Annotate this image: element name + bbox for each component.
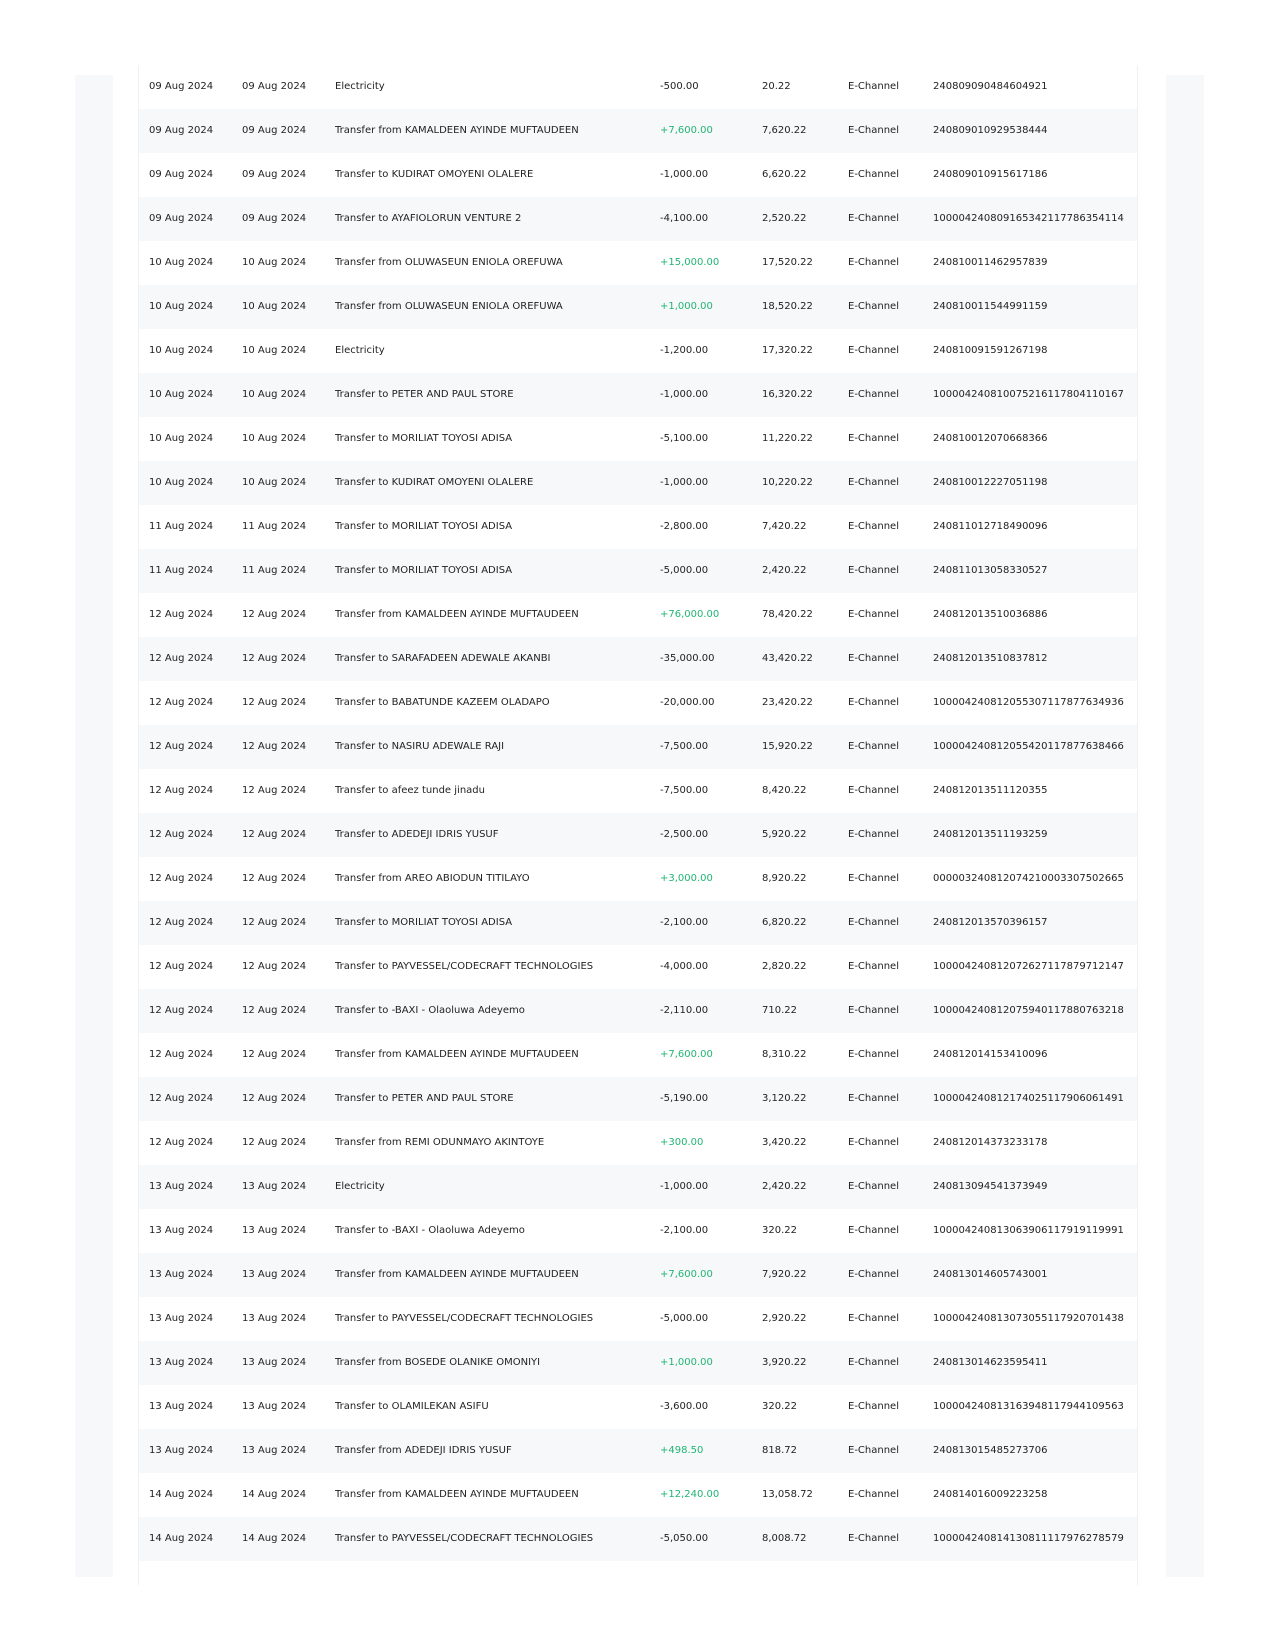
transaction-date: 11 Aug 2024: [149, 521, 214, 532]
transaction-reference: 240809010929538444: [933, 125, 1048, 136]
table-row: [139, 373, 1137, 417]
transaction-date: 13 Aug 2024: [149, 1225, 214, 1236]
transaction-amount: -5,190.00: [660, 1093, 709, 1104]
transaction-reference: 240810011544991159: [933, 301, 1048, 312]
transaction-reference: 100004240812174025117906061491: [933, 1093, 1124, 1104]
transaction-amount: -7,500.00: [660, 741, 709, 752]
transaction-reference: 240809090484604921: [933, 81, 1048, 92]
transaction-reference: 240812014373233178: [933, 1137, 1048, 1148]
table-row: [139, 1341, 1137, 1385]
value-date: 12 Aug 2024: [242, 829, 307, 840]
transaction-date: 12 Aug 2024: [149, 873, 214, 884]
table-row: [139, 109, 1137, 153]
value-date: 09 Aug 2024: [242, 81, 307, 92]
table-row: [139, 1209, 1137, 1253]
table-row: [139, 549, 1137, 593]
running-balance: 2,420.22: [762, 1181, 807, 1192]
running-balance: 11,220.22: [762, 433, 813, 444]
running-balance: 17,520.22: [762, 257, 813, 268]
transaction-description: Transfer to NASIRU ADEWALE RAJI: [335, 741, 505, 752]
transaction-description: Transfer from KAMALDEEN AYINDE MUFTAUDEEN: [335, 609, 579, 620]
transaction-reference: 100004240810075216117804110167: [933, 389, 1124, 400]
transaction-description: Transfer to PAYVESSEL/CODECRAFT TECHNOLOGIES: [335, 1533, 594, 1544]
running-balance: 2,520.22: [762, 213, 807, 224]
running-balance: 320.22: [762, 1225, 797, 1236]
transaction-channel: E-Channel: [848, 301, 899, 312]
transaction-description: Transfer to AYAFIOLORUN VENTURE 2: [335, 213, 522, 224]
transaction-amount: +7,600.00: [660, 1049, 713, 1060]
transaction-reference: 240812013511193259: [933, 829, 1048, 840]
transaction-channel: E-Channel: [848, 477, 899, 488]
transaction-channel: E-Channel: [848, 961, 899, 972]
transaction-reference: 100004240814130811117976278579: [933, 1533, 1124, 1544]
transaction-description: Transfer from KAMALDEEN AYINDE MUFTAUDEEN: [335, 1489, 579, 1500]
transaction-channel: E-Channel: [848, 653, 899, 664]
value-date: 13 Aug 2024: [242, 1313, 307, 1324]
transaction-reference: 240811012718490096: [933, 521, 1048, 532]
transaction-date: 10 Aug 2024: [149, 301, 214, 312]
transaction-date: 10 Aug 2024: [149, 389, 214, 400]
value-date: 13 Aug 2024: [242, 1445, 307, 1456]
transaction-channel: E-Channel: [848, 697, 899, 708]
value-date: 13 Aug 2024: [242, 1269, 307, 1280]
running-balance: 3,420.22: [762, 1137, 807, 1148]
running-balance: 3,920.22: [762, 1357, 807, 1368]
value-date: 12 Aug 2024: [242, 1093, 307, 1104]
transaction-date: 10 Aug 2024: [149, 477, 214, 488]
transaction-description: Transfer to BABATUNDE KAZEEM OLADAPO: [335, 697, 550, 708]
table-row: [139, 725, 1137, 769]
transaction-date: 10 Aug 2024: [149, 345, 214, 356]
transaction-reference: 100004240813163948117944109563: [933, 1401, 1124, 1412]
value-date: 10 Aug 2024: [242, 345, 307, 356]
transaction-date: 09 Aug 2024: [149, 213, 214, 224]
transaction-reference: 100004240812072627117879712147: [933, 961, 1124, 972]
running-balance: 20.22: [762, 81, 791, 92]
running-balance: 7,920.22: [762, 1269, 807, 1280]
transaction-channel: E-Channel: [848, 741, 899, 752]
transaction-channel: E-Channel: [848, 1181, 899, 1192]
value-date: 12 Aug 2024: [242, 785, 307, 796]
transaction-date: 12 Aug 2024: [149, 653, 214, 664]
transaction-reference: 240813014623595411: [933, 1357, 1048, 1368]
running-balance: 6,620.22: [762, 169, 807, 180]
value-date: 12 Aug 2024: [242, 741, 307, 752]
transaction-date: 13 Aug 2024: [149, 1313, 214, 1324]
running-balance: 7,420.22: [762, 521, 807, 532]
transaction-reference: 240812013511120355: [933, 785, 1048, 796]
transaction-amount: -5,050.00: [660, 1533, 709, 1544]
transaction-amount: +1,000.00: [660, 301, 713, 312]
transaction-date: 14 Aug 2024: [149, 1533, 214, 1544]
value-date: 09 Aug 2024: [242, 213, 307, 224]
transaction-channel: E-Channel: [848, 1137, 899, 1148]
transaction-date: 12 Aug 2024: [149, 1137, 214, 1148]
transaction-description: Transfer from ADEDEJI IDRIS YUSUF: [335, 1445, 512, 1456]
transaction-amount: -35,000.00: [660, 653, 715, 664]
transaction-amount: -1,200.00: [660, 345, 709, 356]
transaction-amount: -2,800.00: [660, 521, 709, 532]
running-balance: 16,320.22: [762, 389, 813, 400]
running-balance: 710.22: [762, 1005, 797, 1016]
transaction-reference: 240810091591267198: [933, 345, 1048, 356]
running-balance: 8,310.22: [762, 1049, 807, 1060]
transaction-amount: -500.00: [660, 81, 699, 92]
table-row: [139, 1385, 1137, 1429]
value-date: 10 Aug 2024: [242, 257, 307, 268]
table-row: [139, 769, 1137, 813]
running-balance: 23,420.22: [762, 697, 813, 708]
value-date: 12 Aug 2024: [242, 873, 307, 884]
transaction-channel: E-Channel: [848, 1533, 899, 1544]
transaction-amount: +12,240.00: [660, 1489, 720, 1500]
transaction-description: Transfer to ADEDEJI IDRIS YUSUF: [335, 829, 499, 840]
transaction-amount: -1,000.00: [660, 169, 709, 180]
transaction-description: Transfer to MORILIAT TOYOSI ADISA: [335, 433, 513, 444]
value-date: 09 Aug 2024: [242, 169, 307, 180]
transaction-description: Electricity: [335, 81, 385, 92]
table-row: [139, 285, 1137, 329]
transaction-date: 10 Aug 2024: [149, 257, 214, 268]
table-row: [139, 1517, 1137, 1561]
running-balance: 7,620.22: [762, 125, 807, 136]
transaction-channel: E-Channel: [848, 1005, 899, 1016]
transaction-description: Transfer from OLUWASEUN ENIOLA OREFUWA: [335, 257, 563, 268]
transactions-table: [139, 65, 1137, 1561]
value-date: 10 Aug 2024: [242, 477, 307, 488]
transaction-date: 12 Aug 2024: [149, 1049, 214, 1060]
table-row: [139, 989, 1137, 1033]
transaction-amount: -5,100.00: [660, 433, 709, 444]
transaction-reference: 240810012227051198: [933, 477, 1048, 488]
transaction-description: Transfer to KUDIRAT OMOYENI OLALERE: [335, 169, 534, 180]
transaction-date: 12 Aug 2024: [149, 741, 214, 752]
transaction-reference: 240810012070668366: [933, 433, 1048, 444]
statement-panel: [138, 65, 1138, 1585]
transaction-date: 09 Aug 2024: [149, 125, 214, 136]
page-gutter-left: [75, 75, 113, 1577]
transaction-channel: E-Channel: [848, 345, 899, 356]
value-date: 10 Aug 2024: [242, 433, 307, 444]
running-balance: 78,420.22: [762, 609, 813, 620]
transaction-date: 12 Aug 2024: [149, 609, 214, 620]
transaction-amount: +7,600.00: [660, 1269, 713, 1280]
transaction-channel: E-Channel: [848, 1269, 899, 1280]
transaction-channel: E-Channel: [848, 609, 899, 620]
transaction-date: 12 Aug 2024: [149, 1093, 214, 1104]
transaction-description: Transfer to SARAFADEEN ADEWALE AKANBI: [335, 653, 551, 664]
transaction-amount: -4,100.00: [660, 213, 709, 224]
transaction-date: 14 Aug 2024: [149, 1489, 214, 1500]
transaction-description: Transfer to PETER AND PAUL STORE: [335, 1093, 514, 1104]
transaction-amount: -2,500.00: [660, 829, 709, 840]
table-row: [139, 417, 1137, 461]
transaction-description: Transfer to PAYVESSEL/CODECRAFT TECHNOLOGIES: [335, 961, 594, 972]
running-balance: 5,920.22: [762, 829, 807, 840]
transaction-description: Transfer from KAMALDEEN AYINDE MUFTAUDEEN: [335, 125, 579, 136]
transaction-amount: -1,000.00: [660, 477, 709, 488]
transaction-reference: 240813014605743001: [933, 1269, 1048, 1280]
transaction-date: 12 Aug 2024: [149, 785, 214, 796]
table-row: [139, 329, 1137, 373]
value-date: 13 Aug 2024: [242, 1401, 307, 1412]
transaction-amount: +7,600.00: [660, 125, 713, 136]
transaction-reference: 100004240812055307117877634936: [933, 697, 1124, 708]
running-balance: 18,520.22: [762, 301, 813, 312]
value-date: 13 Aug 2024: [242, 1357, 307, 1368]
transaction-description: Transfer to MORILIAT TOYOSI ADISA: [335, 917, 513, 928]
transaction-description: Transfer from BOSEDE OLANIKE OMONIYI: [335, 1357, 541, 1368]
transaction-date: 13 Aug 2024: [149, 1401, 214, 1412]
table-row: [139, 1121, 1137, 1165]
transaction-reference: 240812013510036886: [933, 609, 1048, 620]
table-row: [139, 857, 1137, 901]
transaction-amount: +3,000.00: [660, 873, 713, 884]
table-row: [139, 1033, 1137, 1077]
transaction-amount: -2,110.00: [660, 1005, 709, 1016]
value-date: 10 Aug 2024: [242, 389, 307, 400]
running-balance: 2,820.22: [762, 961, 807, 972]
transaction-channel: E-Channel: [848, 1401, 899, 1412]
table-row: [139, 241, 1137, 285]
transaction-channel: E-Channel: [848, 81, 899, 92]
transaction-reference: 240812014153410096: [933, 1049, 1048, 1060]
running-balance: 8,420.22: [762, 785, 807, 796]
transaction-channel: E-Channel: [848, 1049, 899, 1060]
transaction-amount: -7,500.00: [660, 785, 709, 796]
value-date: 12 Aug 2024: [242, 697, 307, 708]
transaction-amount: -5,000.00: [660, 1313, 709, 1324]
transaction-reference: 240814016009223258: [933, 1489, 1048, 1500]
value-date: 11 Aug 2024: [242, 565, 307, 576]
transaction-channel: E-Channel: [848, 1357, 899, 1368]
transaction-description: Transfer from REMI ODUNMAYO AKINTOYE: [335, 1137, 545, 1148]
transaction-date: 12 Aug 2024: [149, 1005, 214, 1016]
transaction-amount: +1,000.00: [660, 1357, 713, 1368]
running-balance: 10,220.22: [762, 477, 813, 488]
table-row: [139, 65, 1137, 109]
transaction-description: Transfer from OLUWASEUN ENIOLA OREFUWA: [335, 301, 563, 312]
transaction-description: Transfer to OLAMILEKAN ASIFU: [335, 1401, 489, 1412]
transaction-amount: -1,000.00: [660, 1181, 709, 1192]
transaction-description: Transfer to MORILIAT TOYOSI ADISA: [335, 521, 513, 532]
table-row: [139, 1429, 1137, 1473]
running-balance: 818.72: [762, 1445, 797, 1456]
transaction-reference: 240811013058330527: [933, 565, 1048, 576]
table-row: [139, 945, 1137, 989]
transaction-channel: E-Channel: [848, 433, 899, 444]
table-row: [139, 637, 1137, 681]
transaction-amount: +76,000.00: [660, 609, 720, 620]
page-gutter-right: [1166, 75, 1204, 1577]
running-balance: 3,120.22: [762, 1093, 807, 1104]
transaction-reference: 100004240813073055117920701438: [933, 1313, 1124, 1324]
transaction-amount: -2,100.00: [660, 917, 709, 928]
transaction-channel: E-Channel: [848, 389, 899, 400]
transaction-reference: 240813015485273706: [933, 1445, 1048, 1456]
transaction-reference: 240809010915617186: [933, 169, 1048, 180]
transaction-reference: 100004240809165342117786354114: [933, 213, 1124, 224]
value-date: 10 Aug 2024: [242, 301, 307, 312]
transaction-reference: 240810011462957839: [933, 257, 1048, 268]
transaction-channel: E-Channel: [848, 169, 899, 180]
transaction-amount: -2,100.00: [660, 1225, 709, 1236]
transaction-description: Transfer from KAMALDEEN AYINDE MUFTAUDEEN: [335, 1269, 579, 1280]
transaction-channel: E-Channel: [848, 1093, 899, 1104]
value-date: 14 Aug 2024: [242, 1533, 307, 1544]
transaction-description: Electricity: [335, 345, 385, 356]
transaction-description: Transfer to MORILIAT TOYOSI ADISA: [335, 565, 513, 576]
value-date: 12 Aug 2024: [242, 1005, 307, 1016]
running-balance: 2,920.22: [762, 1313, 807, 1324]
transaction-channel: E-Channel: [848, 257, 899, 268]
table-row: [139, 1473, 1137, 1517]
transaction-description: Transfer from AREO ABIODUN TITILAYO: [335, 873, 530, 884]
running-balance: 320.22: [762, 1401, 797, 1412]
transaction-channel: E-Channel: [848, 521, 899, 532]
value-date: 12 Aug 2024: [242, 609, 307, 620]
value-date: 12 Aug 2024: [242, 961, 307, 972]
transaction-date: 11 Aug 2024: [149, 565, 214, 576]
transaction-date: 12 Aug 2024: [149, 697, 214, 708]
table-row: [139, 505, 1137, 549]
value-date: 11 Aug 2024: [242, 521, 307, 532]
transaction-channel: E-Channel: [848, 1489, 899, 1500]
transaction-amount: -5,000.00: [660, 565, 709, 576]
transaction-reference: 000003240812074210003307502665: [933, 873, 1124, 884]
transaction-description: Transfer to afeez tunde jinadu: [335, 785, 485, 796]
running-balance: 43,420.22: [762, 653, 813, 664]
value-date: 13 Aug 2024: [242, 1225, 307, 1236]
transaction-date: 13 Aug 2024: [149, 1357, 214, 1368]
table-row: [139, 1165, 1137, 1209]
value-date: 13 Aug 2024: [242, 1181, 307, 1192]
transaction-date: 13 Aug 2024: [149, 1445, 214, 1456]
transaction-amount: -3,600.00: [660, 1401, 709, 1412]
transaction-date: 13 Aug 2024: [149, 1269, 214, 1280]
value-date: 12 Aug 2024: [242, 917, 307, 928]
transaction-channel: E-Channel: [848, 1313, 899, 1324]
transaction-channel: E-Channel: [848, 829, 899, 840]
transaction-amount: -20,000.00: [660, 697, 715, 708]
transaction-reference: 100004240813063906117919119991: [933, 1225, 1124, 1236]
transaction-channel: E-Channel: [848, 1225, 899, 1236]
transaction-channel: E-Channel: [848, 213, 899, 224]
transaction-date: 12 Aug 2024: [149, 917, 214, 928]
transaction-amount: +498.50: [660, 1445, 704, 1456]
transaction-description: Transfer to -BAXI - Olaoluwa Adeyemo: [335, 1225, 525, 1236]
transaction-amount: +300.00: [660, 1137, 704, 1148]
transaction-reference: 240812013510837812: [933, 653, 1048, 664]
value-date: 12 Aug 2024: [242, 1137, 307, 1148]
transaction-reference: 100004240812055420117877638466: [933, 741, 1124, 752]
table-row: [139, 461, 1137, 505]
running-balance: 15,920.22: [762, 741, 813, 752]
transaction-date: 12 Aug 2024: [149, 961, 214, 972]
table-row: [139, 813, 1137, 857]
running-balance: 8,008.72: [762, 1533, 807, 1544]
transaction-description: Transfer to PAYVESSEL/CODECRAFT TECHNOLOGIES: [335, 1313, 594, 1324]
transaction-amount: +15,000.00: [660, 257, 720, 268]
transaction-amount: -1,000.00: [660, 389, 709, 400]
value-date: 12 Aug 2024: [242, 653, 307, 664]
transaction-channel: E-Channel: [848, 565, 899, 576]
table-row: [139, 1297, 1137, 1341]
running-balance: 17,320.22: [762, 345, 813, 356]
transaction-channel: E-Channel: [848, 873, 899, 884]
transaction-date: 13 Aug 2024: [149, 1181, 214, 1192]
transaction-date: 10 Aug 2024: [149, 433, 214, 444]
transaction-date: 09 Aug 2024: [149, 81, 214, 92]
transaction-description: Transfer to KUDIRAT OMOYENI OLALERE: [335, 477, 534, 488]
table-row: [139, 1077, 1137, 1121]
transaction-description: Transfer from KAMALDEEN AYINDE MUFTAUDEEN: [335, 1049, 579, 1060]
transaction-description: Electricity: [335, 1181, 385, 1192]
transaction-reference: 240812013570396157: [933, 917, 1048, 928]
table-row: [139, 153, 1137, 197]
transaction-channel: E-Channel: [848, 785, 899, 796]
transaction-channel: E-Channel: [848, 125, 899, 136]
transaction-reference: 100004240812075940117880763218: [933, 1005, 1124, 1016]
table-row: [139, 901, 1137, 945]
table-row: [139, 1253, 1137, 1297]
transaction-amount: -4,000.00: [660, 961, 709, 972]
transaction-description: Transfer to -BAXI - Olaoluwa Adeyemo: [335, 1005, 525, 1016]
table-row: [139, 197, 1137, 241]
running-balance: 8,920.22: [762, 873, 807, 884]
running-balance: 13,058.72: [762, 1489, 813, 1500]
transaction-date: 09 Aug 2024: [149, 169, 214, 180]
transaction-reference: 240813094541373949: [933, 1181, 1048, 1192]
transaction-description: Transfer to PETER AND PAUL STORE: [335, 389, 514, 400]
transaction-channel: E-Channel: [848, 1445, 899, 1456]
value-date: 12 Aug 2024: [242, 1049, 307, 1060]
value-date: 14 Aug 2024: [242, 1489, 307, 1500]
running-balance: 6,820.22: [762, 917, 807, 928]
table-row: [139, 681, 1137, 725]
transaction-date: 12 Aug 2024: [149, 829, 214, 840]
transaction-channel: E-Channel: [848, 917, 899, 928]
table-row: [139, 593, 1137, 637]
value-date: 09 Aug 2024: [242, 125, 307, 136]
running-balance: 2,420.22: [762, 565, 807, 576]
